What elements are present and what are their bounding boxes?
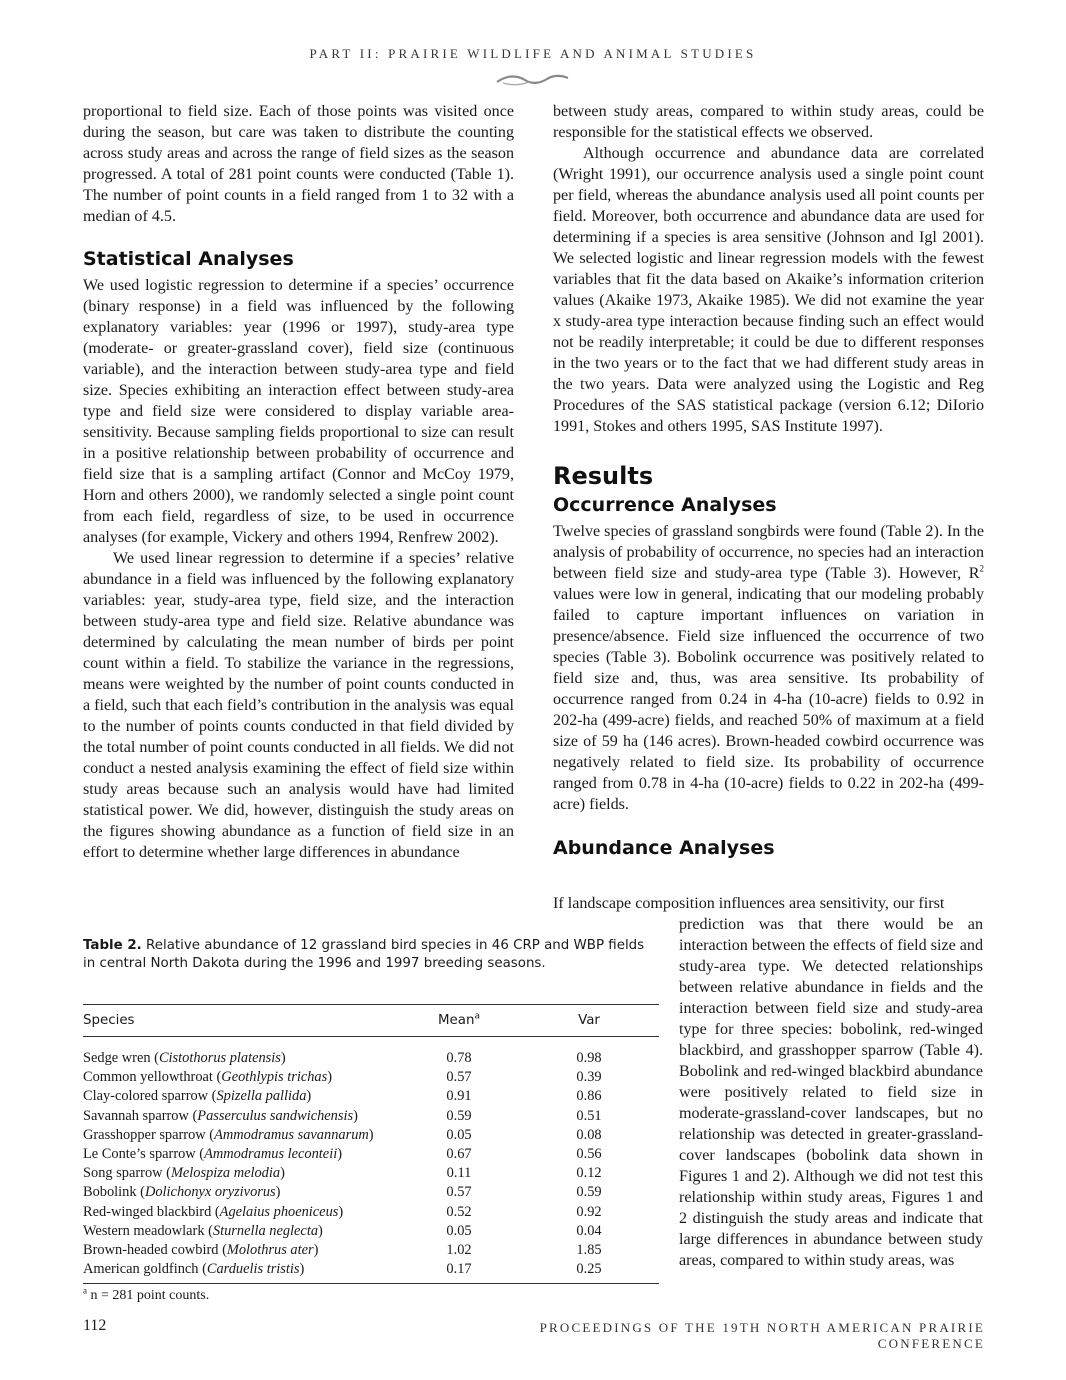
var-cell: 0.86	[576, 1088, 602, 1105]
right-column	[553, 101, 984, 860]
table-row	[83, 1260, 659, 1284]
table-row	[83, 1107, 659, 1126]
table-row	[83, 1164, 659, 1183]
var-cell: 0.98	[576, 1050, 602, 1066]
page-number: 112	[83, 1317, 107, 1334]
running-head: PART II: PRAIRIE WILDLIFE AND ANIMAL STUDIES	[309, 46, 757, 61]
mean-cell: 0.05	[446, 1222, 472, 1239]
table-row	[83, 1087, 659, 1106]
var-cell: 0.25	[519, 1260, 659, 1284]
mean-cell: 1.02	[446, 1242, 472, 1259]
abundance-table	[83, 1004, 659, 1284]
table-row	[83, 1183, 659, 1202]
species-cell: Grasshopper sparrow (Ammodramus savannarum)	[83, 1126, 374, 1143]
occurrence-analyses-heading: Occurrence Analyses	[553, 494, 777, 516]
results-heading: Results	[553, 462, 654, 490]
table-header-row	[83, 1005, 659, 1037]
table-row	[83, 1203, 659, 1222]
table-row	[83, 1145, 659, 1164]
header-species: Species	[83, 1005, 399, 1037]
species-cell: Sedge wren (Cistothorus platensis)	[83, 1050, 286, 1066]
species-cell: Bobolink (Dolichonyx oryzivorus)	[83, 1184, 281, 1201]
mean-cell: 0.52	[446, 1203, 472, 1220]
table-2	[83, 937, 659, 1304]
table-row	[83, 1037, 659, 1069]
mean-cell: 0.78	[446, 1050, 472, 1066]
var-cell: 0.92	[576, 1203, 602, 1220]
table-row	[83, 1241, 659, 1260]
var-cell: 0.12	[576, 1165, 602, 1182]
ornament-flourish-icon	[495, 72, 571, 88]
var-cell: 1.85	[576, 1242, 602, 1259]
mean-cell: 0.67	[446, 1146, 472, 1163]
mean-cell: 0.17	[399, 1260, 519, 1284]
right-paragraph-2: Although occurrence and abundance data are correlated (Wright 1991), our occurrence analysis used a single point count per field, whereas the abundance analysis used all point counts per field. Moreover, both occurrence and abundance data are used for determining if a species is area sensitive (Johnson and Igl 2001). We selected logistic and linear regression models with the fewest variables that fit the data based on Akaike’s information criterion values (Akaike 1973, Akaike 1985). We did not examine the year x study-area type interaction because finding such an effect would not be readily interpretable; it could be due to different responses in the two years or to the fact that we had different study areas in the two years. Data were analyzed using the Logistic and Reg Procedures of the SAS statistical package (version 6.12; DiIorio 1991, Stokes and others 1995, SAS Institute 1997).	[553, 145, 984, 435]
species-cell: American goldfinch (Carduelis tristis)	[83, 1260, 399, 1284]
right-paragraph-3: Twelve species of grassland songbirds were found (Table 2). In the analysis of probability of occurrence, no species had an interaction between field size and study-area type (Table 3). However, $R^2$ values were low in general, indicating that our modeling probably failed to capture important influences on variation in presence/absence. Field size influenced the occurrence of two species (Table 3). Bobolink occurrence was positively related to field size and, thus, was area sensitive. Its probability of occurrence ranged from 0.24 in 4-ha (10-acre) fields to 0.92 in 202-ha (499-acre) fields, and reached 50% of maximum at a field size of 59 ha (146 acres). Brown-headed cowbird occurrence was negatively related to field size. Its probability of occurrence ranged from 0.78 in 4-ha (10-acre) fields to 0.22 in 202-ha (499-acre) fields.	[553, 523, 984, 813]
var-cell: 0.39	[576, 1069, 602, 1086]
header-mean: Mean$^a$	[399, 1005, 519, 1037]
table-footnote: $^a$ n = 281 point counts.	[83, 1285, 210, 1304]
var-cell: 0.56	[576, 1146, 602, 1163]
right-paragraph-1: between study areas, compared to within study areas, could be responsible for the statistical effects we observed.	[553, 103, 984, 141]
right-narrow-column	[679, 914, 983, 1271]
header-var: Var	[519, 1005, 659, 1037]
var-cell: 0.04	[576, 1222, 602, 1239]
left-paragraph-1: proportional to field size. Each of those points was visited once during the season, but care was taken to distribute the counting across study areas and across the range of field sizes as the season progressed. A total of 281 point counts were conducted (Table 1). The number of point counts in a field ranged from 1 to 32 with a median of 4.5.	[83, 103, 514, 225]
abundance-analyses-heading: Abundance Analyses	[553, 837, 775, 859]
mean-cell: 0.57	[446, 1184, 472, 1201]
table-caption: Table 2. Relative abundance of 12 grassland bird species in 46 CRP and WBP fields in central North Dakota during the 1996 and 1997 breeding seasons.	[83, 938, 645, 971]
var-cell: 0.08	[576, 1126, 602, 1143]
table-row	[83, 1222, 659, 1241]
proceedings-footer: PROCEEDINGS OF THE 19TH NORTH AMERICAN PRAIRIE CONFERENCE	[539, 1320, 985, 1351]
species-cell: Western meadowlark (Sturnella neglecta)	[83, 1222, 323, 1239]
species-cell: Le Conte’s sparrow (Ammodramus leconteii)	[83, 1146, 342, 1163]
species-cell: Song sparrow (Melospiza melodia)	[83, 1165, 285, 1182]
left-paragraph-3: We used linear regression to determine if a species’ relative abundance in a field was influenced by the following explanatory variables: year, study-area type, field size, and the interaction between study-area type and field size. Relative abundance was determined by calculating the mean number of birds per point count within a field. To stabilize the variance in the regressions, means were weighted by the number of point counts conducted in a field, such that each field’s contribution in the analysis was equal to the number of points counts conducted in that field divided by the total number of point counts conducted in all fields. We did not conduct a nested analysis examining the effect of field size within study areas because such an analysis would have had limited statistical power. We did, however, distinguish the study areas on the figures showing abundance as a function of field size in an effort to determine whether large differences in abundance	[83, 550, 514, 861]
left-paragraph-2: We used logistic regression to determine if a species’ occurrence (binary response) in a field was influenced by the following explanatory variables: year (1996 or 1997), study-area type (moderate- or greater-grassland cover), field size (continuous variable), and the interaction between study-area type and field size. Species exhibiting an interaction effect between study-area type and field size were considered to display variable area-sensitivity. Because sampling fields proportional to size can result in a positive relationship between probability of occurrence and field size that is a sampling artifact (Connor and McCoy 1979, Horn and others 2000), we randomly selected a single point count from each field, regardless of size, to be used in occurrence analyses (for example, Vickery and others 1994, Renfrew 2002).	[83, 277, 514, 546]
right-paragraph-4: prediction was that there would be an interaction between the effects of field size and study-area type. We detected relationships between relative abundance in fields and the interaction between field size and study-area type for three species: bobolink, red-winged blackbird, and grasshopper sparrow (Table 4). Bobolink and red-winged blackbird abundance were positively related to field size in moderate-grassland-cover landscapes, but no relationship was detected in greater-grassland-cover landscapes (bobolink data shown in Figures 1 and 2). Although we did not test this relationship within study areas, Figures 1 and 2 distinguish the study areas and indicate that large differences in abundance between study areas, compared to within study areas, was	[679, 916, 984, 1269]
mean-cell: 0.11	[446, 1165, 472, 1182]
species-cell: Savannah sparrow (Passerculus sandwichensis)	[83, 1107, 358, 1124]
mean-cell: 0.57	[446, 1069, 472, 1086]
abundance-intro-line: If landscape composition influences area sensitivity, our first	[553, 895, 945, 912]
mean-cell: 0.91	[446, 1088, 472, 1105]
species-cell: Red-winged blackbird (Agelaius phoeniceus)	[83, 1203, 344, 1220]
mean-cell: 0.05	[446, 1126, 472, 1143]
mean-cell: 0.59	[446, 1107, 472, 1124]
var-cell: 0.51	[576, 1107, 602, 1124]
statistical-analyses-heading: Statistical Analyses	[83, 248, 294, 270]
left-column	[83, 101, 514, 863]
table-row	[83, 1126, 659, 1145]
species-cell: Brown-headed cowbird (Molothrus ater)	[83, 1242, 319, 1259]
species-cell: Clay-colored sparrow (Spizella pallida)	[83, 1088, 312, 1105]
species-cell: Common yellowthroat (Geothlypis trichas)	[83, 1069, 333, 1086]
table-row	[83, 1068, 659, 1087]
var-cell: 0.59	[576, 1184, 602, 1201]
